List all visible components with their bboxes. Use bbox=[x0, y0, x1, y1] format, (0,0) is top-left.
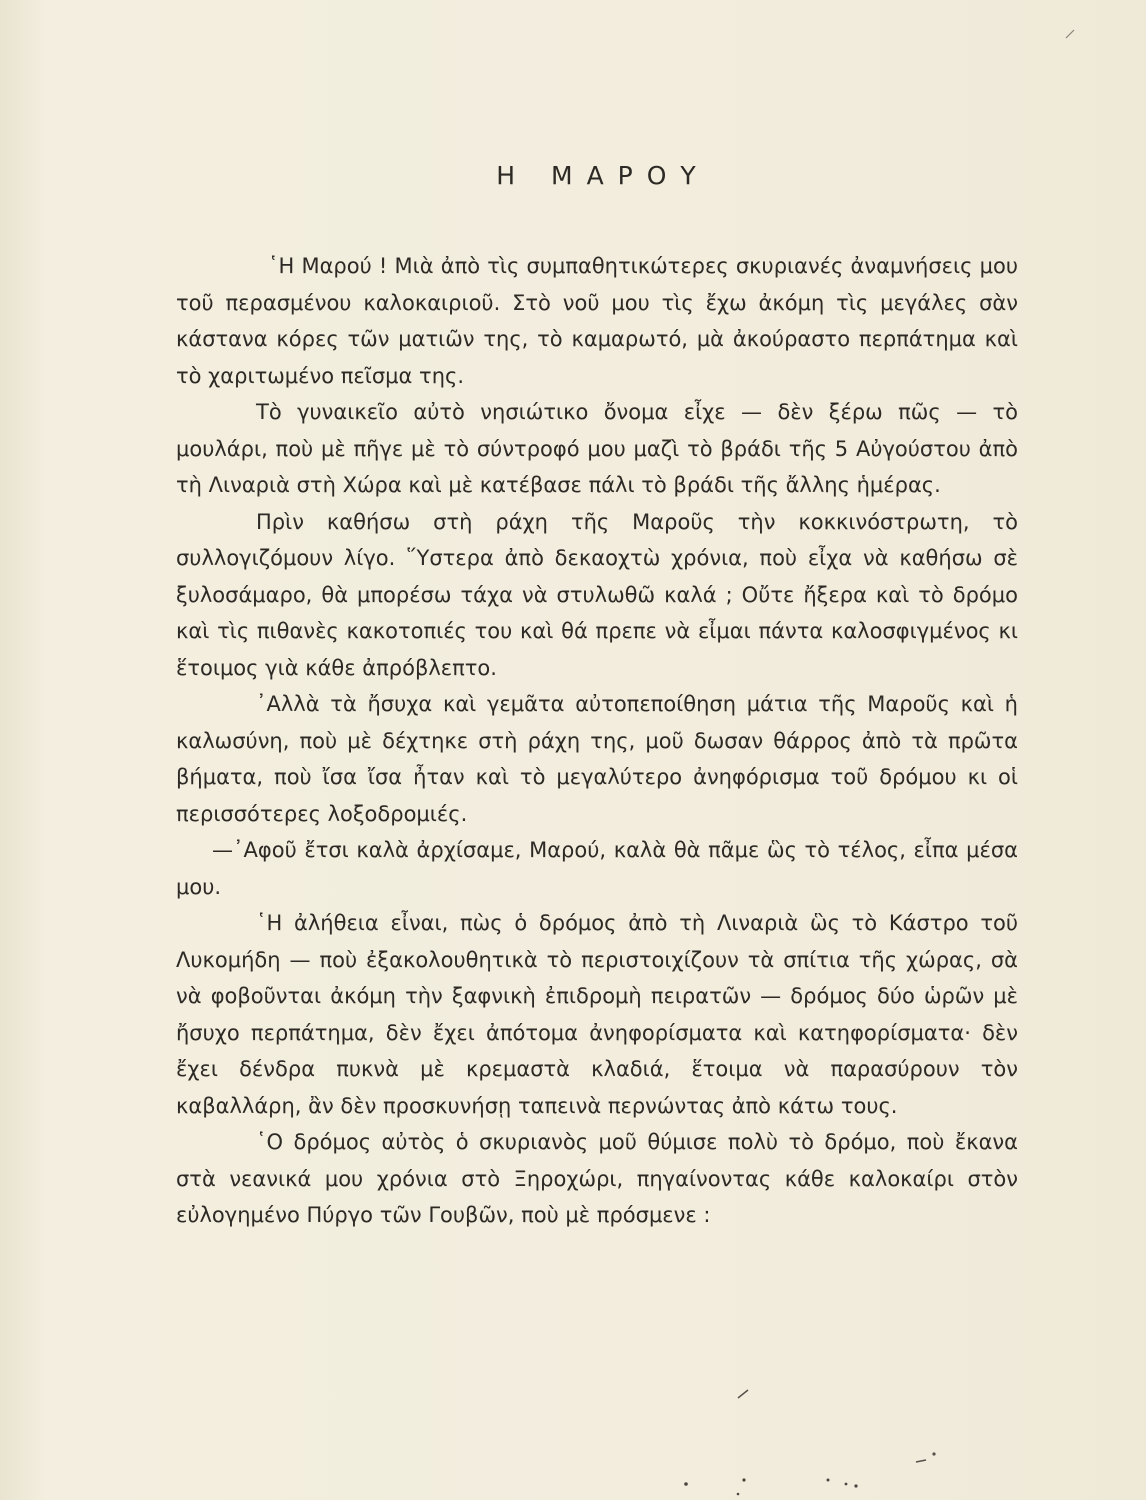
paragraph-1: ῾Η Μαρού ! Μιὰ ἀπὸ τὶς συμπαθητικώτερες σκυριανές ἀναμνήσεις μου τοῦ περασμένου καλοκαιριοῦ. Στὸ νοῦ μου τὶς ἔχω ἀκόμη τὶς μεγάλες σὰν κάστανα κόρες τῶν ματιῶν της, τὸ καμαρωτό, μὰ ἀκούραστο περπάτημα καὶ τὸ χαριτωμένο πεῖσμα της. bbox=[176, 254, 1018, 388]
speck-6 bbox=[827, 1479, 830, 1482]
speck-9 bbox=[737, 1493, 740, 1496]
paragraph-5: —᾿Αφοῦ ἔτσι καλὰ ἀρχίσαμε, Μαρού, καλὰ θὰ πᾶμε ὣς τὸ τέλος, εἶπα μέσα μου. bbox=[176, 838, 1018, 899]
speck-corner bbox=[1066, 30, 1074, 38]
paragraph-6: ῾Η ἀλήθεια εἶναι, πὼς ὁ δρόμος ἀπὸ τὴ Λιναριὰ ὣς τὸ Κάστρο τοῦ Λυκομήδη — ποὺ ἐξακολουθητικὰ τὸ περιστοιχίζουν τὰ σπίτια τῆς χώρας, σὰ νὰ φοβοῦνται ἀκόμη τὴν ξαφνικὴ ἐπιδρομὴ πειρατῶν — δρόμος δύο ὡρῶν μὲ ἤσυχο περπάτημα, δὲν ἔχει ἀπότομα ἀνηφορίσματα καὶ κατηφορίσματα· δὲν ἔχει δένδρα πυκνὰ μὲ κρεμαστὰ κλαδιά, ἕτοιμα νὰ παρασύρουν τὸν καβαλλάρη, ἂν δὲν προσκυνήσῃ ταπεινὰ περνώντας ἀπὸ κάτω τους. bbox=[176, 911, 1018, 1118]
paragraph-7: ῾Ο δρόμος αὐτὸς ὁ σκυριανὸς μοῦ θύμισε πολὺ τὸ δρόμο, ποὺ ἔκανα στὰ νεανικά μου χρόνια στὸ Ξηροχώρι, πηγαίνοντας κάθε καλοκαίρι στὸν εὐλογημένο Πύργο τῶν Γουβῶν, ποὺ μὲ πρόσμενε : bbox=[176, 1130, 1018, 1227]
paragraph-3: Πρὶν καθήσω στὴ ράχη τῆς Μαροῦς τὴν κοκκινόστρωτη, τὸ συλλογιζόμουν λίγο. ῞Υστερα ἀπὸ δεκαοχτὼ χρόνια, ποὺ εἶχα νὰ καθήσω σὲ ξυλοσάμαρο, θὰ μπορέσω τάχα νὰ στυλωθῶ καλά ; Οὔτε ἤξερα καὶ τὸ δρόμο καὶ τὶς πιθανὲς κακοτοπιές του καὶ θά πρεπε νὰ εἶμαι πάντα καλοσφιγμένος κι ἕτοιμος γιὰ κάθε ἀπρόβλεπτο. bbox=[176, 509, 1018, 680]
speck-1 bbox=[738, 1390, 748, 1398]
speck-5 bbox=[742, 1478, 745, 1481]
speck-4 bbox=[684, 1482, 688, 1486]
text-block bbox=[176, 140, 1018, 1234]
speck-2 bbox=[932, 1452, 935, 1455]
speck-3 bbox=[916, 1460, 926, 1462]
speck-8 bbox=[854, 1484, 857, 1487]
paragraph-4: ᾿Αλλὰ τὰ ἤσυχα καὶ γεμᾶτα αὐτοπεποίθηση μάτια τῆς Μαροῦς καὶ ἡ καλωσύνη, ποὺ μὲ δέχτηκε στὴ ράχη της, μοῦ δωσαν θάρρος ἀπὸ τὰ πρῶτα βήματα, ποὺ ἴσα ἴσα ἦταν καὶ τὸ μεγαλύτερο ἀνηφόρισμα τοῦ δρόμου κι οἱ περισσότερες λοξοδρομιές. bbox=[176, 692, 1018, 826]
paragraph-2: Τὸ γυναικεῖο αὐτὸ νησιώτικο ὄνομα εἶχε — δὲν ξέρω πῶς — τὸ μουλάρι, ποὺ μὲ πῆγε μὲ τὸ σύντροφό μου μαζὶ τὸ βράδι τῆς 5 Αὐγούστου ἀπὸ τὴ Λιναριὰ στὴ Χώρα καὶ μὲ κατέβασε πάλι τὸ βράδι τῆς ἄλλης ἡμέρας. bbox=[176, 400, 1018, 497]
speck-7 bbox=[845, 1483, 848, 1486]
page-title: Η ΜΑΡΟΥ bbox=[496, 161, 710, 190]
